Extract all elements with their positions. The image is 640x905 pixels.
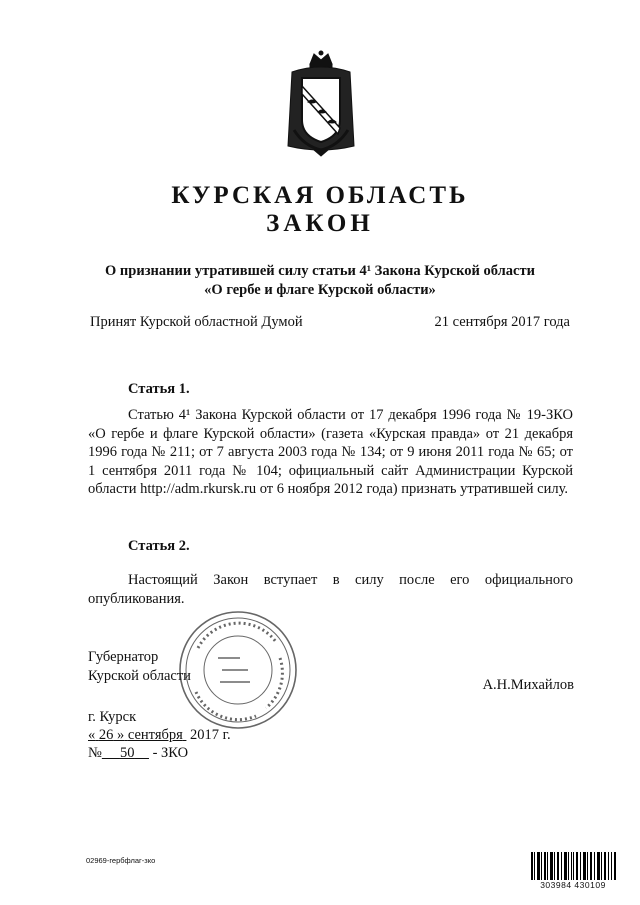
- signing-place: г. Курск: [88, 709, 137, 725]
- article-2-text: Настоящий Закон вступает в силу после его официального опубликования.: [88, 572, 573, 607]
- article-1-heading: Статья 1.: [128, 381, 190, 397]
- signer-title-line-1: Губернатор: [88, 649, 159, 665]
- date-day-value: 26: [98, 727, 114, 743]
- date-month-value: сентября: [127, 727, 183, 743]
- adoption-date: 21 сентября 2017 года: [434, 314, 570, 330]
- number-value: [102, 745, 149, 761]
- date-month: [124, 727, 186, 743]
- date-day: [95, 727, 117, 743]
- signer-title-line-2: Курской области: [88, 667, 191, 684]
- signer-name: А.Н.Михайлов: [482, 677, 574, 693]
- signing-date: [88, 727, 231, 744]
- law-number: [88, 745, 188, 762]
- region-title: КУРСКАЯ ОБЛАСТЬ: [171, 182, 469, 209]
- document-id: 02969-гербфлаг-зко: [86, 856, 156, 865]
- adopted-by: Принят Курской областной Думой: [90, 314, 303, 330]
- article-1-text: Статью 4¹ Закона Курской области от 17 декабря 1996 года № 19-ЗКО «О гербе и флаге Курской области» (газета «Курская правда» от 21 декабря 1996 года № 211; от 7 августа 2003 года № 134; от 9 июня 2011 года № 65; от 1 сентября 2011 года № 104; официальный сайт Администрации Курской области http://adm.rkursk.ru от 6 ноября 2012 года) признать утратившей силу.: [88, 407, 573, 497]
- official-stamp-icon: [176, 608, 300, 732]
- number-value-text: 50: [119, 745, 135, 761]
- law-subject-line-2: «О гербе и флаге Курской области»: [204, 282, 436, 298]
- signer-title: [88, 648, 191, 685]
- barcode-number: 303984 430109: [530, 880, 616, 890]
- date-open-quote: «: [88, 727, 96, 743]
- number-prefix: №: [88, 745, 102, 761]
- law-subject-line-1: О признании утратившей силу статьи 4¹ Закона Курской области: [105, 263, 535, 279]
- number-suffix: - ЗКО: [152, 745, 189, 761]
- article-2-heading: Статья 2.: [128, 538, 190, 554]
- date-year: 2017 г.: [190, 727, 231, 743]
- law-subject: [60, 262, 580, 300]
- kursk-coat-of-arms-icon: [284, 50, 358, 158]
- date-close-quote: »: [117, 727, 125, 743]
- document-type-title: ЗАКОН: [266, 210, 374, 237]
